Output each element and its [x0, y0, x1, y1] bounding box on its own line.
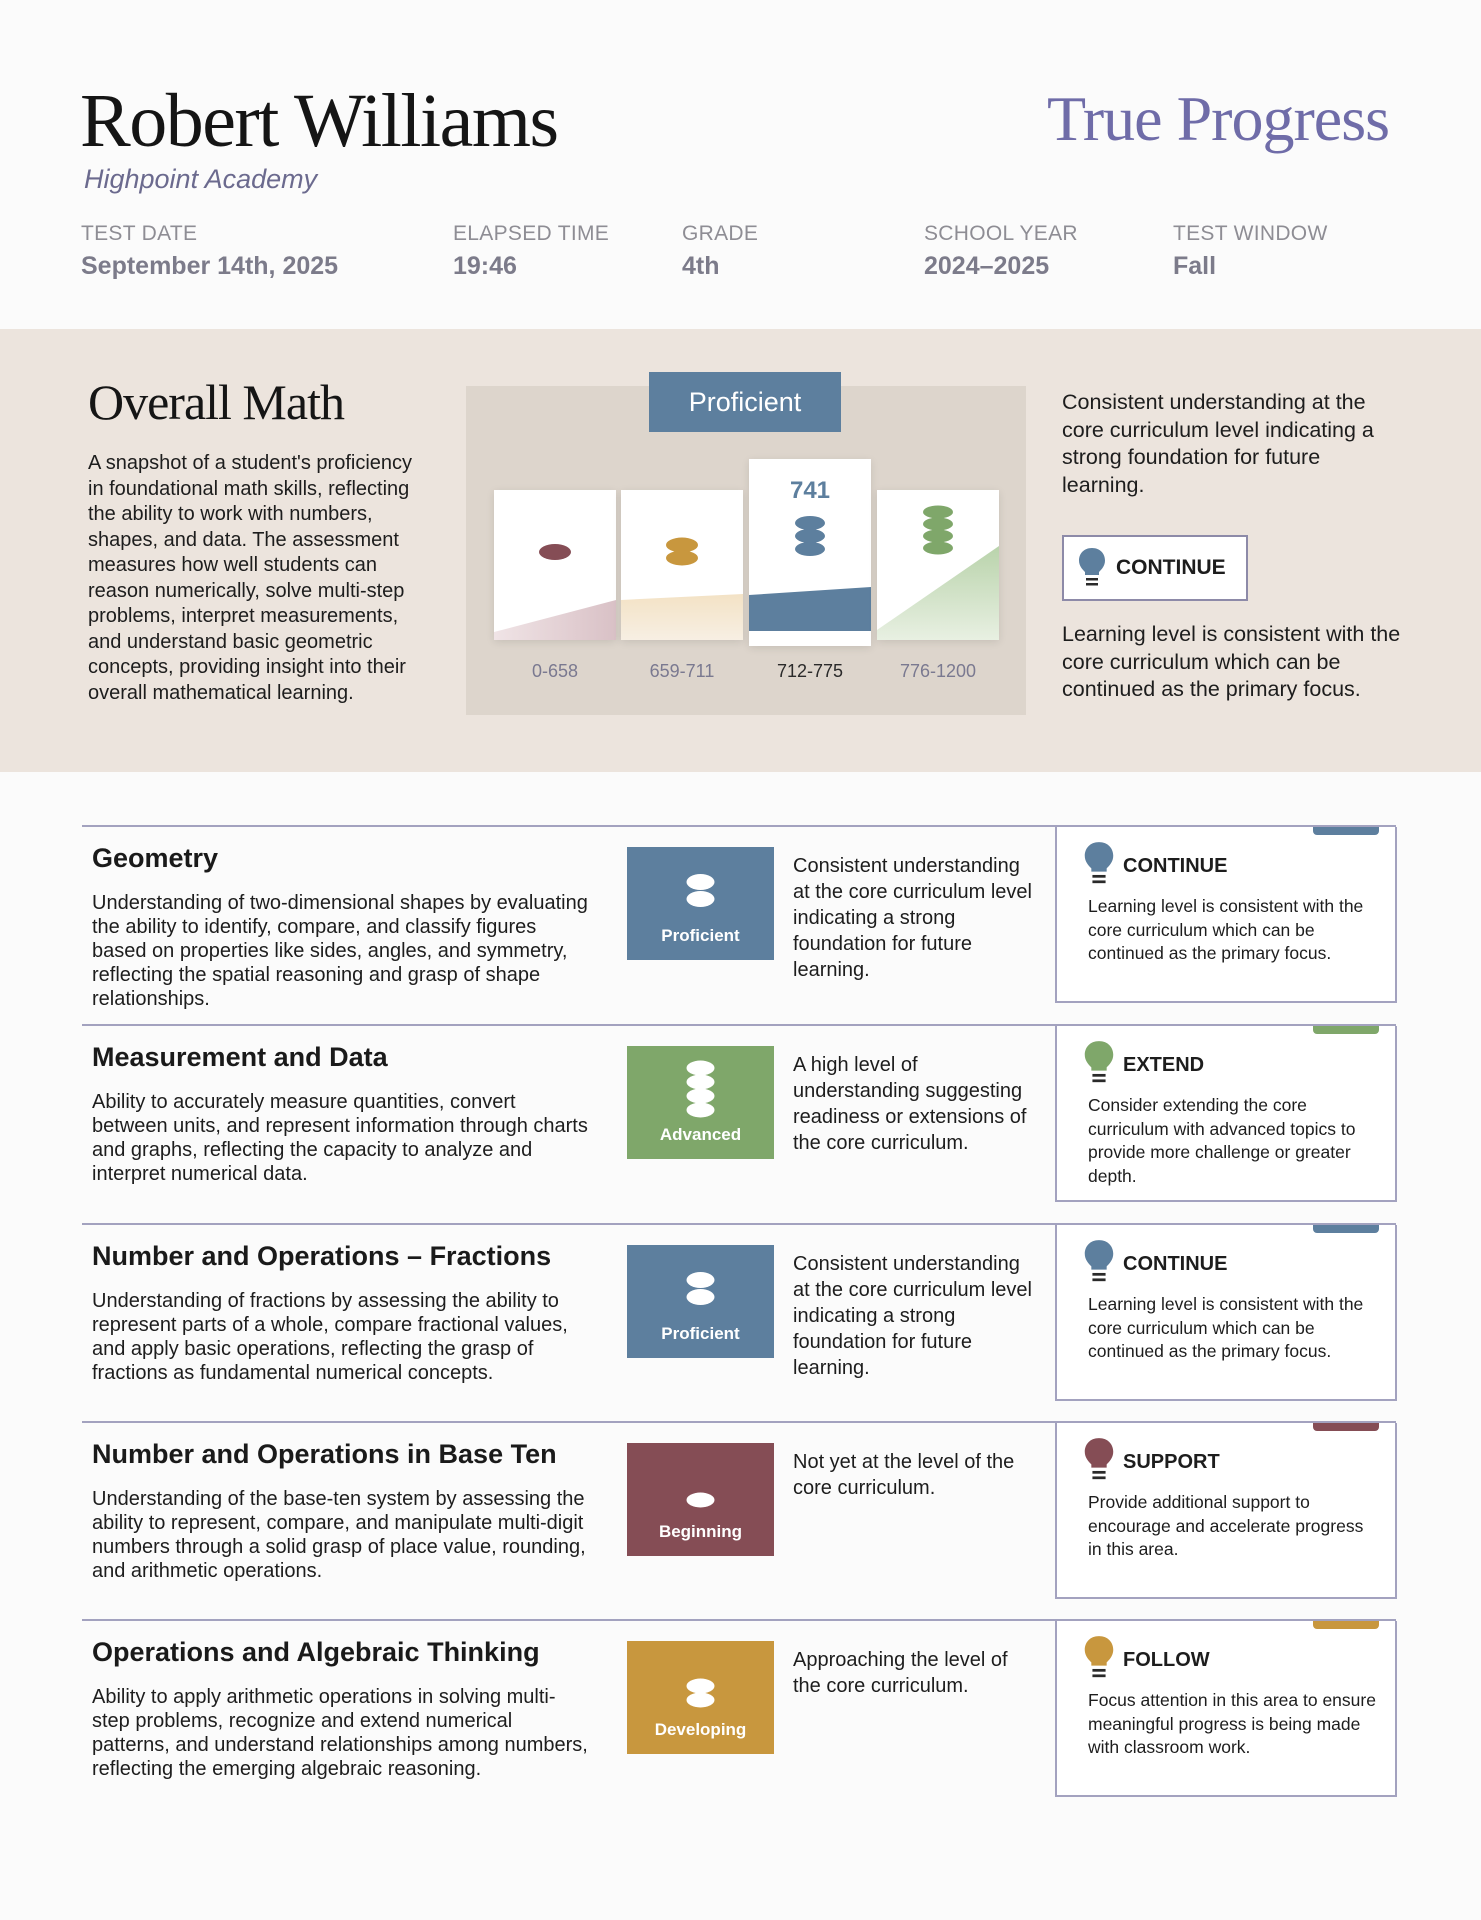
- meta-value: 19:46: [453, 252, 517, 280]
- level-badge: [627, 1443, 774, 1556]
- domain-list: [82, 825, 1396, 1817]
- lightbulb-icon: [1083, 841, 1115, 887]
- meta-elapsed-time: [453, 222, 609, 281]
- action-description: Provide additional support to encourage and accelerate progress in this area.: [1088, 1492, 1364, 1559]
- band-card-graphic: [621, 490, 743, 640]
- overall-title: Overall Math: [88, 374, 344, 430]
- overall-description: A snapshot of a student's proficiency in foundational math skills, reflecting the ability to work with numbers, shapes, and data. The assessment measures how well students can reason numerically, solve multi-step problems, interpret measurements, and understand basic geometric concepts, providing insight into their overall mathematical learning.: [88, 452, 413, 704]
- overall-level-description: Consistent understanding at the core curriculum level indicating a strong foundation for future learning.: [1062, 390, 1374, 497]
- meta-grade: [682, 222, 758, 281]
- domain-title: Number and Operations – Fractions: [92, 1241, 552, 1271]
- band-range-label: 0-658: [531, 661, 579, 681]
- domain-description: Understanding of the base-ten system by assessing the ability to represent, compare, and manipulate multi-digit numbers through a solid grasp of place value, rounding, and arithmetic operations.: [92, 1488, 586, 1582]
- domain-title: Measurement and Data: [92, 1042, 388, 1072]
- domain-description: Understanding of two-dimensional shapes by evaluating the ability to identify, compare, and classify figures based on properties like sides, angles, and symmetry, reflecting the spatial reasoning and grasp of shape relationships.: [92, 892, 588, 1010]
- lightbulb-icon: [1083, 1635, 1115, 1681]
- band-card-beginning: [494, 490, 616, 640]
- level-description: Consistent understanding at the core curriculum level indicating a strong foundation for future learning.: [793, 1253, 1032, 1379]
- action-card: [1055, 1621, 1397, 1797]
- meta-value: 4th: [682, 252, 720, 280]
- level-description: Not yet at the level of the core curriculum.: [793, 1451, 1015, 1499]
- action-label: CONTINUE: [1123, 1253, 1228, 1275]
- band-range-label: 659-711: [649, 661, 715, 681]
- domain-title: Geometry: [92, 843, 219, 873]
- domain-row-geometry: [82, 825, 1396, 1024]
- overall-section: [0, 329, 1481, 772]
- action-label: FOLLOW: [1123, 1649, 1210, 1671]
- overall-score: 741: [789, 477, 831, 504]
- overall-action-badge: [1062, 535, 1248, 601]
- band-card-graphic: [494, 490, 616, 640]
- level-badge: [627, 1245, 774, 1358]
- action-tab: [1313, 1225, 1379, 1233]
- meta-label: ELAPSED TIME: [453, 222, 610, 245]
- band-card-advanced: [877, 490, 999, 640]
- lightbulb-icon: [1083, 1239, 1115, 1285]
- meta-value: Fall: [1173, 252, 1217, 280]
- level-badge: [627, 847, 774, 960]
- overall-action-description: Learning level is consistent with the core curriculum which can be continued as the primary focus.: [1062, 622, 1401, 701]
- band-card-graphic: [877, 490, 999, 640]
- brand-logo: True Progress: [1047, 83, 1389, 154]
- action-tab: [1313, 1423, 1379, 1431]
- action-description: Learning level is consistent with the core curriculum which can be continued as the primary focus.: [1088, 896, 1364, 963]
- student-name: Robert Williams: [80, 79, 558, 163]
- level-badge-label: Advanced: [659, 1125, 742, 1144]
- report-header: [0, 0, 1481, 329]
- action-card: [1055, 1026, 1397, 1202]
- action-label: SUPPORT: [1123, 1451, 1220, 1473]
- lightbulb-icon: [1083, 1040, 1115, 1086]
- lightbulb-icon: [1083, 1437, 1115, 1483]
- action-tab: [1313, 827, 1379, 835]
- meta-label: TEST WINDOW: [1173, 222, 1328, 245]
- meta-value: 2024–2025: [924, 252, 1050, 280]
- domain-row-algebraic-thinking: [82, 1619, 1396, 1817]
- action-tab: [1313, 1026, 1379, 1034]
- level-description: Consistent understanding at the core curriculum level indicating a strong foundation for future learning.: [793, 855, 1032, 981]
- level-badge-label: Beginning: [658, 1522, 743, 1541]
- level-badge: [627, 1046, 774, 1159]
- overall-level-banner: Proficient: [649, 372, 841, 432]
- band-card-proficient-active: [749, 459, 871, 646]
- meta-value: September 14th, 2025: [81, 252, 339, 280]
- action-card: [1055, 827, 1397, 1003]
- domain-row-fractions: [82, 1223, 1396, 1421]
- meta-test-window: [1173, 222, 1328, 281]
- band-range-label: 776-1200: [899, 661, 977, 681]
- level-badge-label: Proficient: [661, 926, 740, 945]
- band-card-developing: [621, 490, 743, 640]
- meta-label: GRADE: [682, 222, 759, 245]
- action-card: [1055, 1423, 1397, 1599]
- action-label: CONTINUE: [1123, 855, 1228, 877]
- domain-row-base-ten: [82, 1421, 1396, 1619]
- domain-row-measurement-and-data: [82, 1024, 1396, 1223]
- meta-test-date: [81, 222, 338, 281]
- action-description: Consider extending the core curriculum with advanced topics to provide more challenge or greater depth.: [1088, 1095, 1356, 1186]
- action-tab: [1313, 1621, 1379, 1629]
- domain-description: Ability to accurately measure quantities, convert between units, and represent information through charts and graphs, reflecting the capacity to analyze and interpret numerical data.: [92, 1091, 588, 1185]
- action-description: Focus attention in this area to ensure meaningful progress is being made with classroom work.: [1088, 1690, 1376, 1757]
- level-badge-label: Proficient: [661, 1324, 740, 1343]
- level-badge-label: Developing: [654, 1720, 747, 1739]
- level-description: Approaching the level of the core curriculum.: [793, 1649, 1008, 1697]
- school-name: Highpoint Academy: [84, 164, 318, 194]
- level-stack-icon: [539, 544, 571, 560]
- domain-description: Ability to apply arithmetic operations in solving multi-step problems, recognize and extend numerical patterns, and understand relationships among numbers, reflecting the emerging algebraic reasoning.: [92, 1686, 588, 1780]
- level-description: A high level of understanding suggesting readiness or extensions of the core curriculum.: [793, 1054, 1027, 1154]
- overall-action-label: CONTINUE: [1116, 556, 1226, 579]
- domain-title: Number and Operations in Base Ten: [92, 1439, 557, 1469]
- level-badge: [627, 1641, 774, 1754]
- action-label: EXTEND: [1123, 1054, 1205, 1076]
- meta-school-year: [924, 222, 1078, 281]
- action-description: Learning level is consistent with the core curriculum which can be continued as the primary focus.: [1088, 1294, 1364, 1361]
- meta-label: SCHOOL YEAR: [924, 222, 1078, 245]
- meta-label: TEST DATE: [81, 222, 198, 245]
- domain-title: Operations and Algebraic Thinking: [92, 1637, 540, 1667]
- domain-description: Understanding of fractions by assessing the ability to represent parts of a whole, compare fractional values, and apply basic operations, reflecting the grasp of fractions as fundamental numerical concepts.: [92, 1290, 568, 1384]
- lightbulb-icon: [1078, 547, 1106, 589]
- action-card: [1055, 1225, 1397, 1401]
- band-range-label: 712-775: [776, 661, 844, 681]
